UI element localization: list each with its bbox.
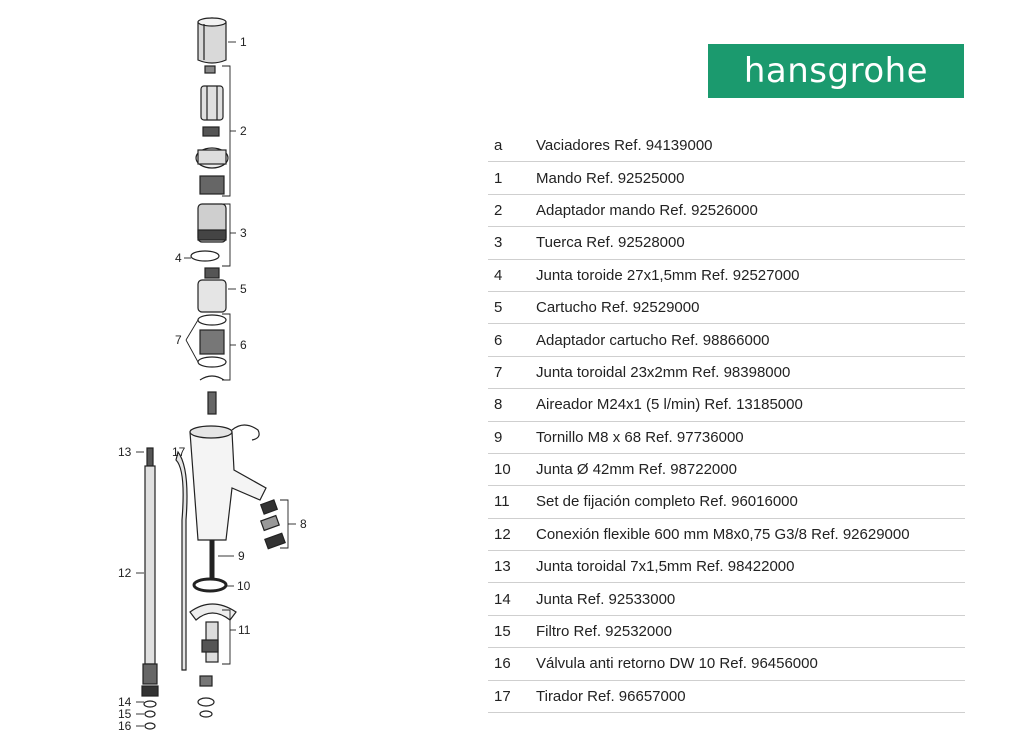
- part-key: 15: [488, 615, 536, 647]
- part-description: Tuerca Ref. 92528000: [536, 227, 965, 259]
- parts-table: [488, 130, 965, 713]
- part-gasket-42: [194, 579, 226, 591]
- callout-7: 7: [175, 333, 182, 347]
- callout-16: 16: [118, 719, 132, 733]
- table-row: [488, 130, 965, 162]
- logo-text: hansgrohe: [743, 51, 929, 91]
- part-description: Adaptador mando Ref. 92526000: [536, 194, 965, 226]
- callout-6: 6: [240, 338, 247, 352]
- part-description: Mando Ref. 92525000: [536, 162, 965, 194]
- callout-10: 10: [237, 579, 251, 593]
- part-key: 10: [488, 453, 536, 485]
- callout-3: 3: [240, 226, 247, 240]
- part-key: 3: [488, 227, 536, 259]
- part-mixer-body: [190, 425, 266, 540]
- part-description: Set de fijación completo Ref. 96016000: [536, 486, 965, 518]
- part-description: Conexión flexible 600 mm M8x0,75 G3/8 Ref. 92629000: [536, 518, 965, 550]
- table-row: [488, 356, 965, 388]
- table-row: [488, 680, 965, 712]
- parts-table-body: [488, 130, 965, 713]
- part-flexible-hose: [142, 448, 158, 729]
- part-key: 11: [488, 486, 536, 518]
- part-pull-rod: [176, 452, 187, 670]
- part-nut: [198, 204, 226, 242]
- part-description: Junta toroide 27x1,5mm Ref. 92527000: [536, 259, 965, 291]
- part-key: 17: [488, 680, 536, 712]
- table-row: [488, 453, 965, 485]
- callout-11: 11: [238, 623, 251, 637]
- part-cartridge-adapter: [198, 315, 226, 380]
- callout-17: 17: [172, 445, 186, 459]
- part-description: Válvula anti retorno DW 10 Ref. 96456000: [536, 648, 965, 680]
- part-key: 13: [488, 551, 536, 583]
- callout-5: 5: [240, 282, 247, 296]
- callout-2: 2: [240, 124, 247, 138]
- part-key: 12: [488, 518, 536, 550]
- part-key: 7: [488, 356, 536, 388]
- table-row: [488, 162, 965, 194]
- part-handle-adapter: [196, 66, 228, 194]
- callout-13: 13: [118, 445, 132, 459]
- callout-15: 15: [118, 707, 132, 721]
- part-description: Cartucho Ref. 92529000: [536, 291, 965, 323]
- part-description: Tornillo M8 x 68 Ref. 97736000: [536, 421, 965, 453]
- part-handle-cap: [198, 18, 226, 63]
- table-row: [488, 583, 965, 615]
- part-key: 14: [488, 583, 536, 615]
- table-row: [488, 518, 965, 550]
- table-row: [488, 389, 965, 421]
- part-description: Junta toroidal 7x1,5mm Ref. 98422000: [536, 551, 965, 583]
- part-description: Adaptador cartucho Ref. 98866000: [536, 324, 965, 356]
- part-description: Filtro Ref. 92532000: [536, 615, 965, 647]
- table-row: [488, 259, 965, 291]
- part-description: Aireador M24x1 (5 l/min) Ref. 13185000: [536, 389, 965, 421]
- part-description: Junta Ref. 92533000: [536, 583, 965, 615]
- part-key: 2: [488, 194, 536, 226]
- table-row: [488, 194, 965, 226]
- callout-4: 4: [175, 251, 182, 265]
- callout-9: 9: [238, 549, 245, 563]
- table-row: [488, 227, 965, 259]
- part-key: 9: [488, 421, 536, 453]
- part-description: Vaciadores Ref. 94139000: [536, 130, 965, 162]
- part-key: 16: [488, 648, 536, 680]
- part-key: 8: [488, 389, 536, 421]
- part-fixing-set: [190, 604, 236, 717]
- table-row: [488, 551, 965, 583]
- part-description: Junta toroidal 23x2mm Ref. 98398000: [536, 356, 965, 388]
- table-row: [488, 324, 965, 356]
- table-row: [488, 615, 965, 647]
- hansgrohe-logo: [708, 44, 964, 98]
- part-cartridge: [198, 268, 226, 312]
- table-row: [488, 648, 965, 680]
- table-row: [488, 421, 965, 453]
- part-key: a: [488, 130, 536, 162]
- part-key: 6: [488, 324, 536, 356]
- callout-1: 1: [240, 35, 247, 49]
- part-description: Junta Ø 42mm Ref. 98722000: [536, 453, 965, 485]
- table-row: [488, 486, 965, 518]
- part-aerator: [261, 500, 285, 549]
- table-row: [488, 291, 965, 323]
- exploded-view-diagram: [0, 0, 470, 744]
- callout-12: 12: [118, 566, 132, 580]
- part-key: 1: [488, 162, 536, 194]
- part-key: 4: [488, 259, 536, 291]
- part-o-ring-27: [191, 251, 219, 261]
- callout-8: 8: [300, 517, 307, 531]
- part-key: 5: [488, 291, 536, 323]
- callout-14: 14: [118, 695, 132, 709]
- part-description: Tirador Ref. 96657000: [536, 680, 965, 712]
